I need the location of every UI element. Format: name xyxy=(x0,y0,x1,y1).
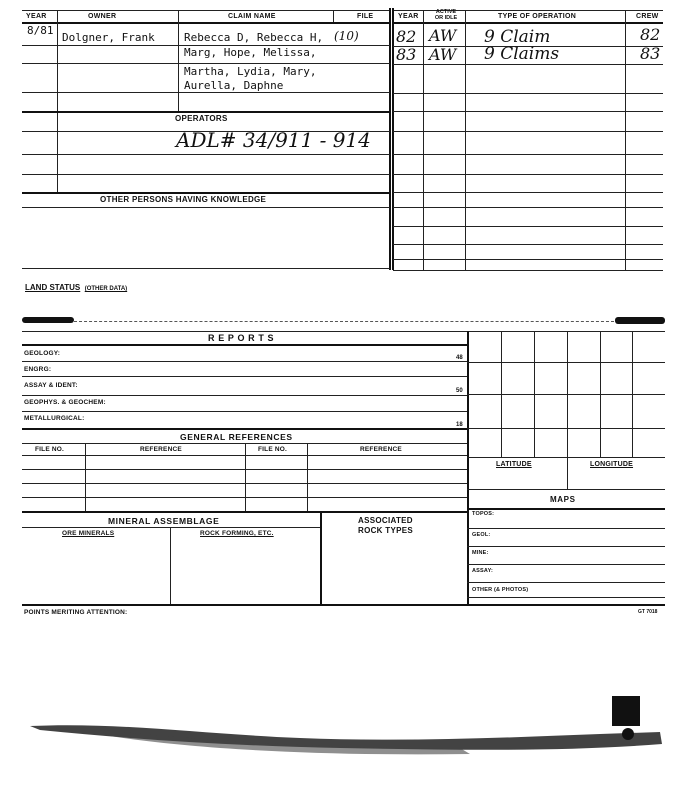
claim-name-header: CLAIM NAME xyxy=(228,13,276,20)
entry-year: 8/81 xyxy=(27,24,54,37)
maps-geol: GEOL: xyxy=(472,532,491,538)
claim-count: (10) xyxy=(334,29,359,43)
longitude-label: LONGITUDE xyxy=(590,461,634,468)
ref-fileno-1: FILE NO. xyxy=(35,446,65,453)
hw-crew-2: 83 xyxy=(640,44,661,63)
maps-mine: MINE: xyxy=(472,550,489,556)
hw-status-1: AW xyxy=(429,26,457,45)
entry-owner: Dolgner, Frank xyxy=(62,31,155,44)
scan-mark-right xyxy=(615,317,665,324)
maps-other: OTHER (& PHOTOS) xyxy=(472,587,529,593)
scan-dot xyxy=(622,728,634,740)
hw-type-1: 9 Claim xyxy=(484,27,551,47)
general-references-title: GENERAL REFERENCES xyxy=(180,432,293,442)
scan-mark-left xyxy=(22,317,74,323)
reports-title: R E P O R T S xyxy=(208,333,275,343)
report-metallurgical-num: 18 xyxy=(456,422,463,428)
land-status-sub: (OTHER DATA) xyxy=(84,286,128,292)
report-geology-num: 48 xyxy=(456,355,463,361)
year-header: YEAR xyxy=(26,13,47,20)
operators-label: OPERATORS xyxy=(175,114,228,123)
rock-forming-label: ROCK FORMING, ETC. xyxy=(200,530,274,537)
points-label: POINTS MERITING ATTENTION: xyxy=(24,609,128,616)
claim-line-2: Marg, Hope, Melissa, xyxy=(184,46,317,59)
active-idle-header-line1: ACTIVE xyxy=(435,9,457,15)
form-code: GT 7018 xyxy=(638,609,658,615)
claim-line-4: Aurella, Daphne xyxy=(184,79,284,92)
report-geology: GEOLOGY: xyxy=(24,350,61,357)
hw-year-1: 82 xyxy=(396,27,417,46)
mineral-assemblage-title: MINERAL ASSEMBLAGE xyxy=(108,516,220,526)
crew-header: CREW xyxy=(636,13,659,20)
report-assay-num: 50 xyxy=(456,388,463,394)
land-status-label: LAND STATUS xyxy=(25,283,81,292)
report-geophys: GEOPHYS. & GEOCHEM: xyxy=(24,399,106,406)
year2-header: YEAR xyxy=(398,13,419,20)
hw-type-2: 9 Claims xyxy=(484,44,560,64)
associated-label-2: ROCK TYPES xyxy=(358,526,414,535)
claim-line-3: Martha, Lydia, Mary, xyxy=(184,65,317,78)
active-idle-header-line2: OR IDLE xyxy=(434,15,458,21)
maps-topos: TOPOS: xyxy=(472,511,495,517)
hw-crew-1: 82 xyxy=(640,25,661,44)
scan-block xyxy=(612,696,640,726)
other-persons-label: OTHER PERSONS HAVING KNOWLEDGE xyxy=(100,195,267,204)
ore-minerals-label: ORE MINERALS xyxy=(62,530,115,537)
type-of-operation-header: TYPE OF OPERATION xyxy=(498,13,577,20)
scan-smudge xyxy=(0,690,678,790)
report-assay: ASSAY & IDENT: xyxy=(24,382,78,389)
claim-line-1: Rebecca D, Rebecca H, xyxy=(184,31,324,44)
maps-title: MAPS xyxy=(550,495,576,504)
operators-handwritten: ADL# 34/911 - 914 xyxy=(176,128,371,152)
land-status xyxy=(25,277,127,295)
associated-label-1: ASSOCIATED xyxy=(358,516,413,525)
hw-year-2: 83 xyxy=(396,45,417,64)
latitude-label: LATITUDE xyxy=(496,461,532,468)
report-engrg: ENGRG: xyxy=(24,366,52,373)
ref-fileno-2: FILE NO. xyxy=(258,446,288,453)
ref-reference-2: REFERENCE xyxy=(360,446,402,453)
report-metallurgical: METALLURGICAL: xyxy=(24,415,85,422)
active-idle-header xyxy=(427,9,465,21)
ref-reference-1: REFERENCE xyxy=(140,446,182,453)
file-header: FILE xyxy=(357,13,374,20)
owner-header: OWNER xyxy=(88,13,117,20)
hw-status-2: AW xyxy=(429,45,457,64)
maps-assay: ASSAY: xyxy=(472,568,494,574)
